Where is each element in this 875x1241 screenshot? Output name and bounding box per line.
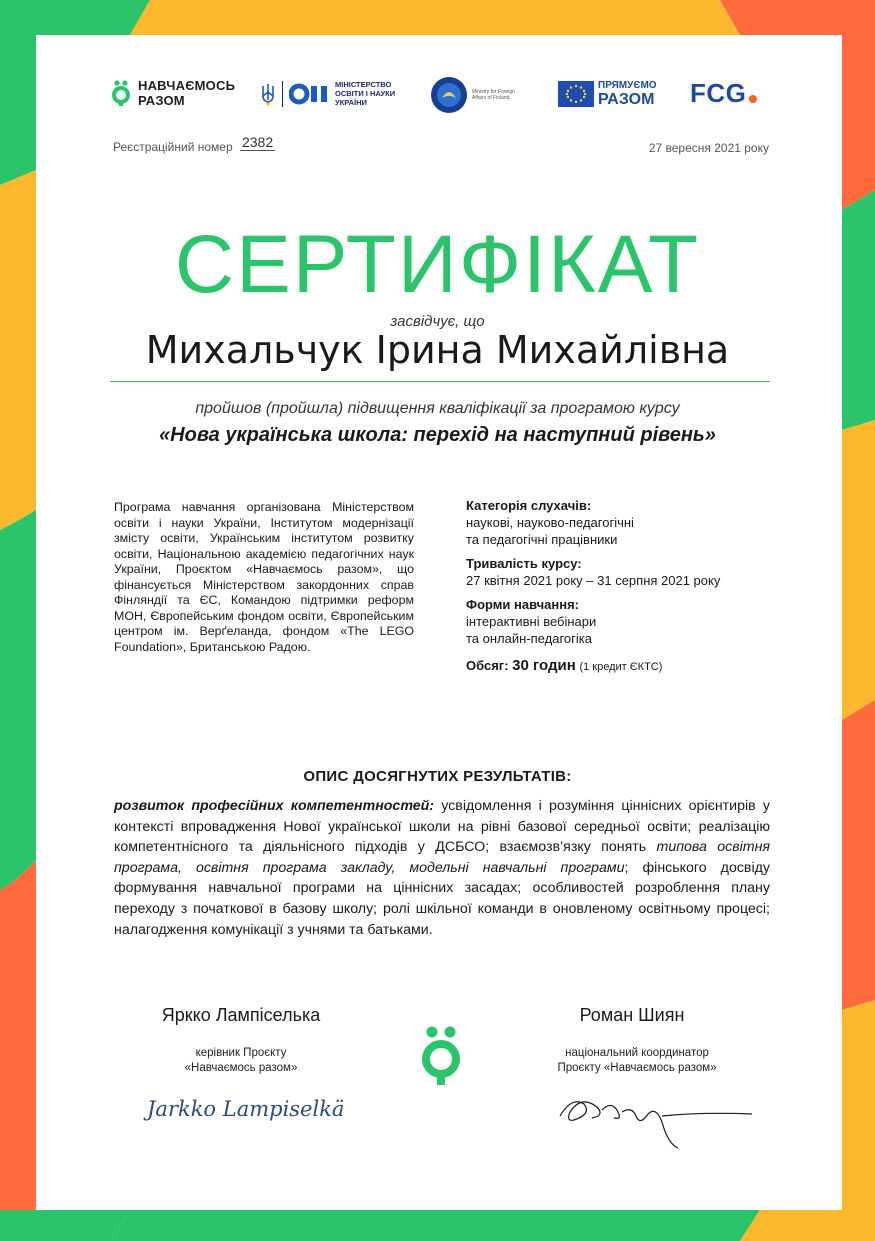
mon-mark-icon <box>289 82 329 106</box>
navchaemos-razom-icon <box>110 80 132 106</box>
fcg-dot-icon <box>749 95 757 103</box>
eu-line2: РАЗОМ <box>598 91 655 108</box>
trident-icon <box>260 82 276 106</box>
issue-date: 27 вересня 2021 року <box>648 141 769 155</box>
duration-label: Тривалість курсу: <box>466 556 582 571</box>
fcg-text: FCG <box>690 78 747 108</box>
logo-divider <box>282 81 283 107</box>
program-description: Програма навчання організована Міністерством освіти і науки України, Інститутом модернізації змісту освіти, Українським інститутом розвитку освіти, Національною академією педагогічних наук України, Проєктом «Навчаємось разом», що фінансується Міністерством закордонних справ Фінляндії та ЄС, Командою підтримки реформ МОН, Європейським фондом освіти, Європейським центром ім. Верґеланда, фондом «The LEGO Foundation», Британською Радою. <box>114 500 414 654</box>
category-line2: та педагогічні працівники <box>466 532 618 547</box>
forms-line1: інтерактивні вебінари <box>466 614 597 629</box>
left-role-line2: «Навчаємось разом» <box>184 1062 298 1074</box>
left-signature: Jarkko Lampiselkä <box>147 1097 345 1121</box>
right-role-line2: Проєкту «Навчаємось разом» <box>557 1062 717 1074</box>
category-line1: наукові, науково-педагогічні <box>466 515 634 530</box>
registration-number: 2382 <box>241 134 274 150</box>
mfa-line2: Affairs of Finland <box>472 95 510 101</box>
eu-line1: ПРЯМУЄМО <box>598 80 657 91</box>
ministry-line2: ОСВІТИ І НАУКИ <box>335 89 396 98</box>
finland-emblem-icon <box>430 76 468 114</box>
course-name: «Нова українська школа: перехід на наступний рівень» <box>159 424 716 446</box>
left-role-line1: керівник Проєкту <box>195 1047 287 1059</box>
ministry-logo <box>260 80 395 107</box>
results-part2: ; фінського досвіду формування навчальної програми на ціннісних засадах; особливостей розроблення плану переходу з початкової в базову школу; ролі шкільної команди в оновленому освітньому процесі; налагодження комунікації з учнями та батьками. <box>114 859 770 938</box>
logo-text-line1: НАВЧАЄМОСЬ <box>138 78 236 93</box>
registration-label: Реєстраційний номер <box>113 140 233 154</box>
right-role-line1: національний координатор <box>565 1047 709 1059</box>
mfa-line1: Ministry for Foreign <box>472 89 515 95</box>
volume-note: (1 кредит ЄКТС) <box>579 661 663 673</box>
certifies-text: засвідчує, що <box>390 313 485 330</box>
results-lead: розвиток професійних компетентностей: <box>114 798 435 814</box>
name-underline <box>110 381 770 382</box>
volume-value: 30 годин <box>512 657 576 674</box>
results-italic1: типова освітня програма, освітня програма закладу, модельні навчальні програми <box>114 839 770 876</box>
navchaemos-razom-emblem-icon <box>419 1025 463 1087</box>
certificate-title: СЕРТИФІКАТ <box>174 219 701 310</box>
right-signatory-role <box>507 1046 767 1076</box>
category-label: Категорія слухачів: <box>466 498 592 513</box>
left-signatory-role <box>111 1046 371 1076</box>
left-signatory-name: Яркко Лампіселька <box>161 1005 321 1025</box>
right-signatory-name: Роман Шиян <box>579 1005 685 1025</box>
course-info <box>466 497 786 683</box>
eu-logo <box>558 80 657 108</box>
recipient-name: Михальчук Ірина Михайлівна <box>145 328 730 372</box>
logo-text-line2: РАЗОМ <box>138 93 185 108</box>
duration-value: 27 квітня 2021 року – 31 серпня 2021 року <box>466 573 721 588</box>
forms-line2: та онлайн-педагогіка <box>466 631 592 646</box>
results-heading: ОПИС ДОСЯГНУТИХ РЕЗУЛЬТАТІВ: <box>303 768 572 785</box>
ministry-line1: МІНІСТЕРСТВО <box>335 80 392 89</box>
results-text <box>114 796 770 940</box>
results-part1: усвідомлення і розуміння ціннісних орієнтирів у контексті впровадження Нової української школи на рівні базової середньої освіти; реалізацію компетентнісного та діяльнісного підходів у ДСБСО; взаємозв’язку понять <box>114 798 770 856</box>
fcg-logo <box>690 78 757 109</box>
ministry-line3: УКРАЇНИ <box>335 98 367 107</box>
registration <box>113 134 275 155</box>
volume-label: Обсяг: <box>466 658 509 673</box>
mfa-finland-logo <box>430 76 532 114</box>
forms-label: Форми навчання: <box>466 597 580 612</box>
right-signature <box>552 1086 762 1156</box>
eu-flag-icon <box>558 81 594 107</box>
passed-text: пройшов (пройшла) підвищення кваліфікації за програмою курсу <box>195 400 680 417</box>
navchaemos-razom-logo <box>110 78 235 108</box>
